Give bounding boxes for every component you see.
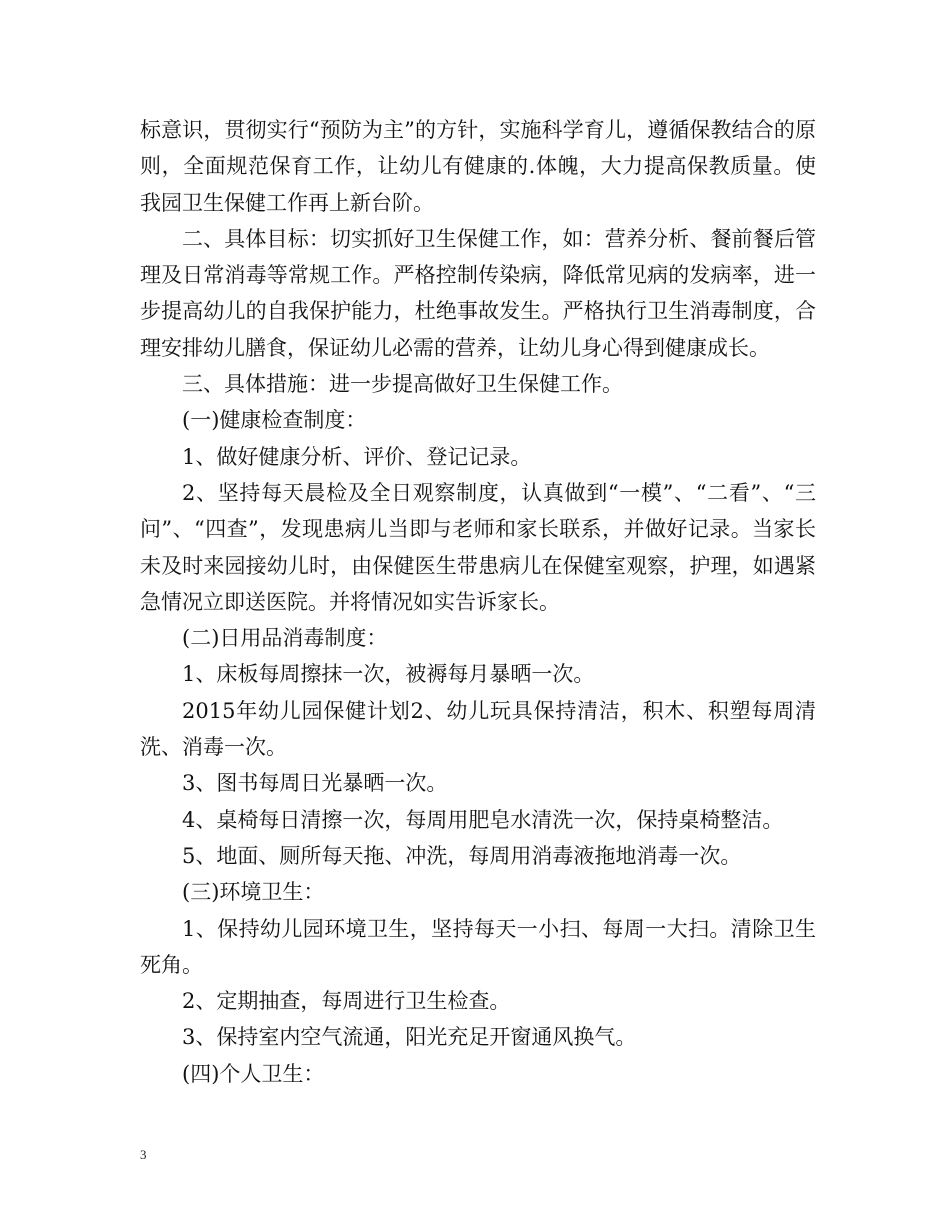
paragraph-2: 二、具体目标：切实抓好卫生保健工作，如：营养分析、餐前餐后管理及日常消毒等常规工作。严格控制传染病，降低常见病的发病率，进一步提高幼儿的自我保护能力，杜绝事故发生。严格执行卫生消毒制度，合理安排幼儿膳食，保证幼儿必需的营养，让幼儿身心得到健康成长。 bbox=[140, 226, 816, 360]
document-body bbox=[140, 112, 816, 1092]
paragraph-10: 3、图书每周日光暴晒一次。 bbox=[182, 771, 448, 796]
paragraph-16: 3、保持室内空气流通，阳光充足开窗通风换气。 bbox=[182, 1025, 637, 1050]
paragraph-14: 1、保持幼儿园环境卫生，坚持每天一小扫、每周一大扫。清除卫生死角。 bbox=[140, 916, 816, 977]
paragraph-17: (四)个人卫生： bbox=[182, 1061, 325, 1086]
paragraph-5: 1、做好健康分析、评价、登记记录。 bbox=[182, 444, 532, 469]
paragraph-3: 三、具体措施：进一步提高做好卫生保健工作。 bbox=[182, 372, 623, 397]
paragraph-6: 2、坚持每天晨检及全日观察制度，认真做到“一模”、“二看”、“三问”、“四查”，发现患病儿当即与老师和家长联系，并做好记录。当家长未及时来园接幼儿时，由保健医生带患病儿在保健室观察，护理，如遇紧急情况立即送医院。并将情况如实告诉家长。 bbox=[140, 480, 816, 614]
paragraph-13: (三)环境卫生： bbox=[182, 880, 325, 905]
paragraph-15: 2、定期抽查，每周进行卫生检查。 bbox=[182, 989, 511, 1014]
paragraph-9: 2015年幼儿园保健计划2、幼儿玩具保持清洁，积木、积塑每周清洗、消毒一次。 bbox=[140, 698, 816, 760]
paragraph-7: (二)日用品消毒制度： bbox=[182, 626, 388, 651]
paragraph-8: 1、床板每周擦抹一次，被褥每月暴晒一次。 bbox=[182, 662, 595, 687]
paragraph-12: 5、地面、厕所每天拖、冲洗，每周用消毒液拖地消毒一次。 bbox=[182, 843, 742, 868]
page-number: 3 bbox=[140, 1147, 147, 1162]
paragraph-4: (一)健康检查制度： bbox=[182, 408, 367, 433]
paragraph-11: 4、桌椅每日清擦一次，每周用肥皂水清洗一次，保持桌椅整洁。 bbox=[182, 807, 784, 832]
paragraph-1: 标意识，贯彻实行“预防为主”的方针，实施科学育儿，遵循保教结合的原则，全面规范保育工作，让幼儿有健康的.体魄，大力提高保教质量。使我园卫生保健工作再上新台阶。 bbox=[140, 118, 816, 215]
